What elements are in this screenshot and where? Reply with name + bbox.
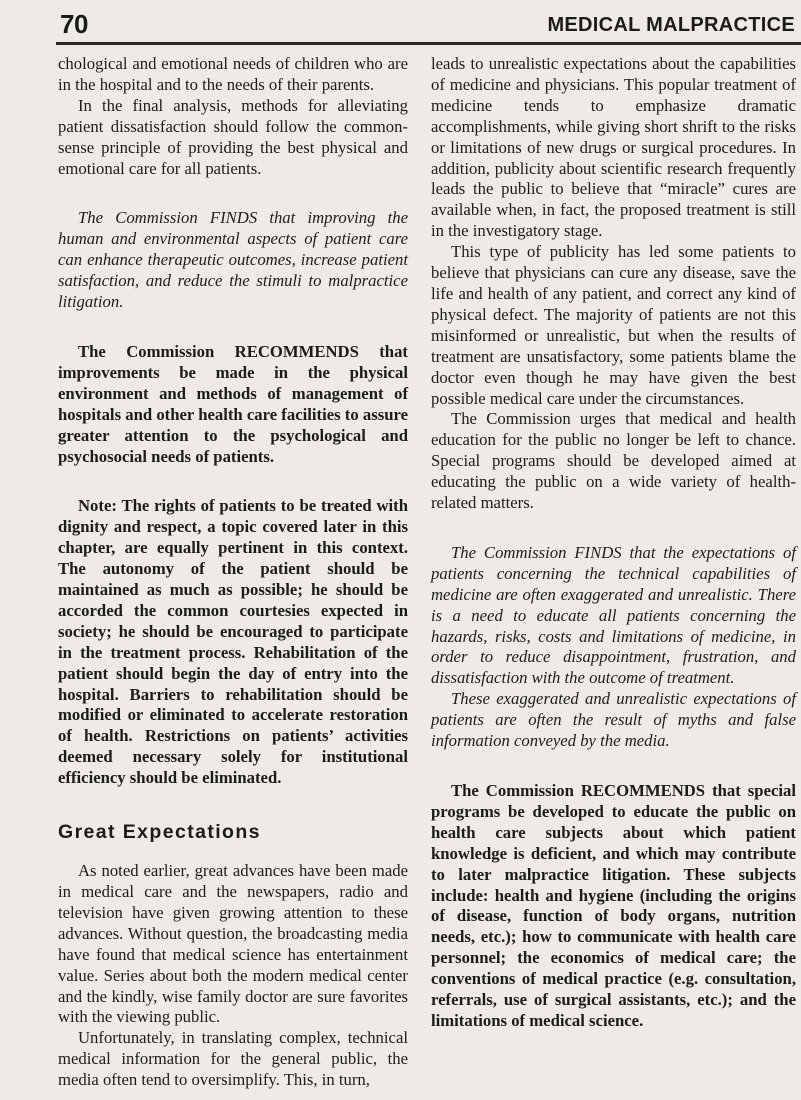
commission-finding: The Commission FINDS that the expectations of patients concerning the technical capabilities of medicine are often exaggerated and unrealistic. There is a need to educate all patients concerning the hazards, risks, costs and limitations of medicine, in order to reduce disappointment, frustration, and dissatisfaction with the outcome of treatment. bbox=[431, 542, 796, 688]
page-header bbox=[0, 0, 801, 46]
paragraph-advances: As noted earlier, great advances have been made in medical care and the newspapers, radio and television have given growing attention to these advances. Without question, the broadcasting media have found that medical science has entertainment value. Series about both the modern medical center and the kindly, wise family doctor are sure favorites with the viewing public. bbox=[58, 861, 408, 1027]
section-heading: Great Expectations bbox=[58, 821, 261, 844]
commission-recommendation: The Commission RECOMMENDS that improvements be made in the physical environment and methods of management of hospitals and other health care facilities to assure greater attention to the psychological and psychosocial needs of patients. bbox=[58, 341, 408, 466]
page-number: 70 bbox=[60, 9, 88, 39]
paragraph-continued: chological and emotional needs of children who are in the hospital and to the needs of their parents. bbox=[58, 54, 408, 94]
right-column bbox=[431, 54, 796, 1032]
paragraph-final-analysis: In the final analysis, methods for alleviating patient dissatisfaction should follow the common-sense principle of providing the best physical and emotional care for all patients. bbox=[58, 95, 408, 178]
commission-finding: The Commission FINDS that improving the human and environmental aspects of patient care can enhance therapeutic outcomes, increase patient satisfaction, and reduce the stimuli to malpractice litigation. bbox=[58, 208, 408, 312]
paragraph-publicity: This type of publicity has led some patients to believe that physicians can cure any disease, save the life and health of any patient, and correct any kind of physical defect. The majority of patients are not this misinformed or unrealistic, but when the results of treatment are unsatisfactory, some patients blame the doctor even though he may have given the best possible medical care under the circumstances. bbox=[431, 242, 796, 408]
paragraph-oversimplify: Unfortunately, in translating complex, technical medical information for the general public, the media often tend to oversimplify. This, in turn, bbox=[58, 1028, 408, 1090]
commission-finding-media: These exaggerated and unrealistic expectations of patients are often the result of myths and false information conveyed by the media. bbox=[431, 689, 796, 751]
paragraph-education: The Commission urges that medical and health education for the public no longer be left to chance. Special programs should be developed aimed at educating the public on a wide variety of health-related matters. bbox=[431, 409, 796, 513]
note-paragraph: Note: The rights of patients to be treated with dignity and respect, a topic covered later in this chapter, are equally pertinent in this context. The autonomy of the patient should be maintained as much as possible; he should be accorded the common courtesies expected in society; he should be encouraged to participate in the treatment process. Rehabilitation of the patient should begin the day of entry into the hospital. Barriers to rehabilitation should be modified or eliminated to accelerate restoration of health. Restrictions on patients’ activities deemed necessary solely for institutional efficiency should be eliminated. bbox=[58, 496, 408, 788]
left-column bbox=[58, 54, 408, 1091]
running-head: MEDICAL MALPRACTICE bbox=[547, 14, 795, 36]
commission-recommendation: The Commission RECOMMENDS that special programs be developed to educate the public on health care subjects about which patient knowledge is deficient, and which may contribute to later malpractice litigation. These subjects include: health and hygiene (including the origins of disease, function of body organs, nutrition needs, etc.); how to communicate with health care personnel; the economics of medical care; the conventions of medical practice (e.g. consultation, referrals, use of surgical assistants, etc.); and the limitations of medical science. bbox=[431, 781, 796, 1030]
paragraph-expectations: leads to unrealistic expectations about the capabilities of medicine and physicians. This popular treatment of medicine tends to emphasize dramatic accomplishments, while giving short shrift to the risks or limitations of new drugs or surgical procedures. In addition, publicity about scientific research frequently leads the public to believe that “miracle” cures are available when, in fact, the proposed treatment is still in the investigatory stage. bbox=[431, 54, 796, 241]
header-rule bbox=[56, 42, 801, 45]
